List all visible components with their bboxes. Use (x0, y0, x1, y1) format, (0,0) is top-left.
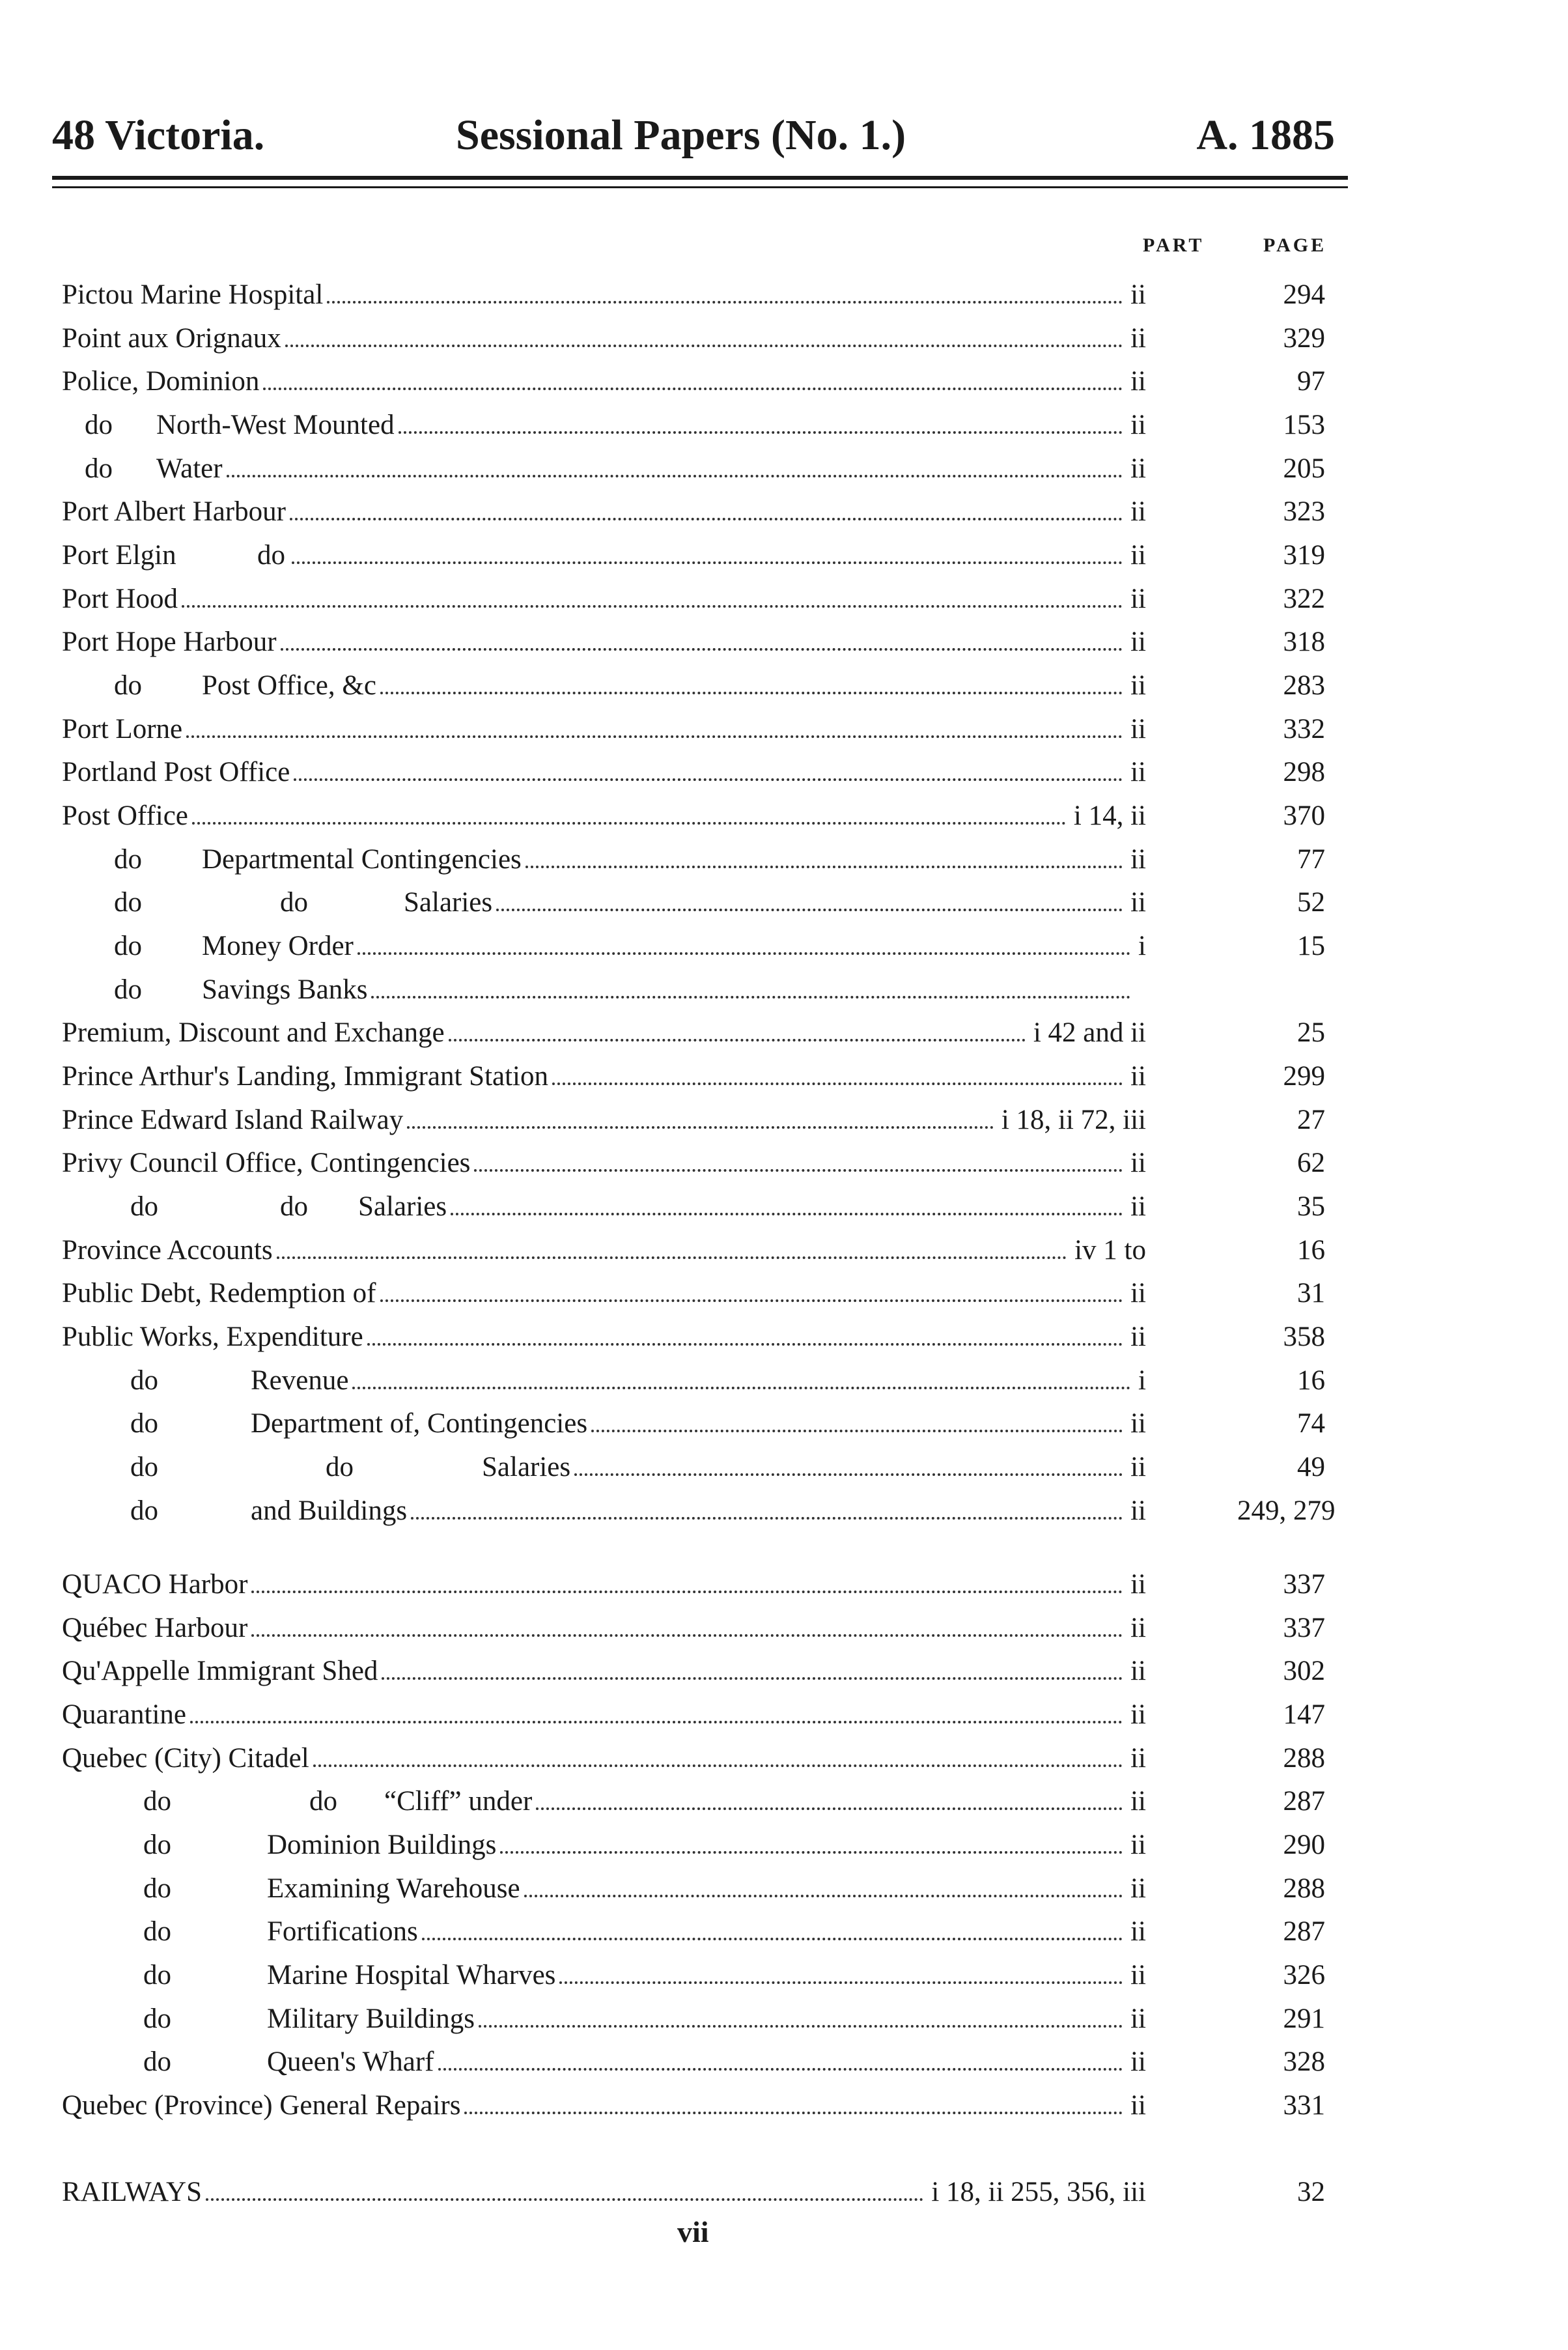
dot-leader (251, 1634, 1123, 1637)
index-entry (0, 1650, 1367, 1693)
entry-page: 52 (1297, 887, 1325, 918)
entry-label: Police, Dominion (62, 360, 263, 403)
ditto-mark: do (143, 1916, 171, 1947)
entry-part: ii (1125, 1867, 1146, 1910)
entry-page: 25 (1297, 1017, 1325, 1048)
entry-label: Departmental Contingencies (202, 838, 525, 881)
entry-label: Money Order (202, 925, 357, 968)
header-title: Sessional Papers (No. 1.) (456, 111, 906, 159)
dot-leader (263, 388, 1123, 390)
entry-part: i 14, ii (1069, 795, 1146, 838)
entry-label: Queen's Wharf (267, 2041, 438, 2084)
entry-part: ii (1125, 1316, 1146, 1359)
index-entry (0, 838, 1367, 881)
dot-leader (552, 1083, 1123, 1085)
ditto-mark: do (130, 1191, 158, 1222)
entry-part: ii (1125, 751, 1146, 794)
entry-page: 153 (1283, 410, 1325, 440)
entry-label: Revenue (251, 1359, 352, 1402)
ditto-mark: do (114, 931, 142, 961)
entry-label: Salaries (358, 1185, 451, 1228)
ditto-mark: do (130, 1365, 158, 1396)
entry-page: 147 (1283, 1699, 1325, 1730)
index-entry (0, 1910, 1367, 1953)
entry-part: iv 1 to (1069, 1229, 1146, 1272)
dot-leader (206, 2198, 923, 2201)
entry-label: Qu'Appelle Immigrant Shed (62, 1650, 382, 1693)
entry-label: Marine Hospital Wharves (267, 1954, 559, 1997)
dot-leader (524, 1895, 1123, 1897)
dot-leader (367, 1343, 1123, 1346)
dot-leader (496, 909, 1123, 911)
dot-leader (380, 1299, 1123, 1302)
index-entry (0, 2041, 1367, 2084)
page-number: vii (677, 2215, 709, 2248)
entry-part: ii (1125, 2041, 1146, 2084)
dot-leader (285, 345, 1123, 347)
dot-leader (251, 1591, 1123, 1593)
entry-part: ii (1125, 2084, 1146, 2127)
entry-label: Salaries (482, 1446, 574, 1489)
index-entry (0, 274, 1367, 317)
entry-part: ii (1125, 1142, 1146, 1185)
index-entry (0, 1780, 1367, 1823)
entry-part: ii (1125, 1490, 1146, 1533)
entry-label: Dominion Buildings (267, 1824, 500, 1867)
ditto-mark: do (257, 540, 285, 571)
index-entry (0, 621, 1367, 664)
dot-leader (474, 1169, 1123, 1172)
entry-page: 302 (1283, 1656, 1325, 1686)
entry-label: Port Albert Harbour (62, 490, 290, 533)
entry-label: and Buildings (251, 1490, 411, 1533)
entry-page: 337 (1283, 1569, 1325, 1600)
entry-page: 283 (1283, 670, 1325, 701)
index-entry (0, 1446, 1367, 1489)
index-entry (0, 404, 1367, 447)
entry-label: Quarantine (62, 1693, 190, 1736)
entry-page: 358 (1283, 1322, 1325, 1352)
entry-label: “Cliff” under (384, 1780, 536, 1823)
dot-leader (327, 301, 1123, 304)
index-entry (0, 1954, 1367, 1997)
dot-leader (559, 1981, 1123, 1984)
index-entry (0, 751, 1367, 794)
index-entry (0, 1693, 1367, 1736)
dot-leader (500, 1851, 1123, 1854)
entry-label: Water (156, 447, 227, 490)
ditto-mark: do (280, 1191, 308, 1222)
entry-page: 287 (1283, 1916, 1325, 1947)
entry-label: Point aux Orignaux (62, 317, 285, 360)
dot-leader (186, 735, 1123, 738)
entry-label: Salaries (404, 881, 496, 924)
index-entry (0, 925, 1367, 968)
entry-part: i 42 and ii (1028, 1012, 1146, 1055)
entry-label: Port Hope Harbour (62, 621, 281, 664)
ditto-mark: do (280, 887, 308, 918)
entry-page: 329 (1283, 323, 1325, 354)
entry-part: i (1133, 1359, 1146, 1402)
dot-leader (449, 1039, 1026, 1041)
dot-leader (357, 952, 1130, 955)
dot-leader (277, 1256, 1067, 1259)
entry-page: 318 (1283, 627, 1325, 657)
entry-label: Port Lorne (62, 708, 186, 751)
ditto-mark: do (130, 1408, 158, 1439)
ditto-mark: do (85, 453, 113, 484)
entry-part: ii (1125, 447, 1146, 490)
entry-label: Fortifications (267, 1910, 422, 1953)
entry-label: RAILWAYS (62, 2171, 206, 2214)
entry-part: ii (1125, 1910, 1146, 1953)
entry-page: 31 (1297, 1278, 1325, 1309)
entry-label: Public Debt, Redemption of (62, 1272, 380, 1315)
entry-page: 298 (1283, 757, 1325, 787)
entry-page: 35 (1297, 1191, 1325, 1222)
index-entry (0, 1012, 1367, 1055)
entry-part: ii (1125, 1693, 1146, 1736)
entry-part: ii (1125, 1650, 1146, 1693)
entry-page: 337 (1283, 1613, 1325, 1643)
entry-part: ii (1125, 317, 1146, 360)
dot-leader (464, 2112, 1123, 2114)
entry-page: 62 (1297, 1148, 1325, 1178)
entry-page: 370 (1283, 800, 1325, 831)
index-entry (0, 1737, 1367, 1780)
entry-part: ii (1125, 1824, 1146, 1867)
ditto-mark: do (114, 670, 142, 701)
dot-leader (281, 648, 1123, 651)
ditto-mark: do (326, 1452, 354, 1482)
index-entry (0, 1607, 1367, 1650)
dot-leader (371, 996, 1130, 998)
entry-page: 74 (1297, 1408, 1325, 1439)
entry-page: 32 (1297, 2177, 1325, 2207)
ditto-mark: do (143, 1830, 171, 1860)
index-entry (0, 1490, 1367, 1533)
index-entry (0, 578, 1367, 621)
entry-part: ii (1125, 881, 1146, 924)
entry-page: 319 (1283, 540, 1325, 571)
dot-leader (451, 1213, 1123, 1215)
ditto-mark: do (114, 887, 142, 918)
index-entry (0, 1099, 1367, 1142)
ditto-mark: do (143, 2003, 171, 2034)
entry-page: 97 (1297, 366, 1325, 397)
entry-label: Department of, Contingencies (251, 1402, 591, 1445)
index-entry (0, 1055, 1367, 1098)
entry-label: Portland Post Office (62, 751, 294, 794)
entry-page: 287 (1283, 1786, 1325, 1817)
entry-part: i 18, ii 72, iii (996, 1099, 1146, 1142)
index-entry (0, 2171, 1367, 2214)
entry-page: 27 (1297, 1105, 1325, 1135)
entry-part: ii (1125, 1780, 1146, 1823)
entry-label: Privy Council Office, Contingencies (62, 1142, 474, 1185)
entry-label: Quebec (City) Citadel (62, 1737, 313, 1780)
dot-leader (182, 605, 1123, 608)
column-heading-page: PAGE (1263, 234, 1327, 256)
entry-part: ii (1125, 621, 1146, 664)
entry-label: Examining Warehouse (267, 1867, 524, 1910)
ditto-mark: do (143, 1960, 171, 1990)
entry-part: ii (1125, 664, 1146, 707)
dot-leader (380, 692, 1123, 694)
entry-page: 332 (1283, 714, 1325, 744)
dot-leader (536, 1807, 1123, 1810)
dot-leader (479, 2025, 1123, 2028)
index-entry (0, 1316, 1367, 1359)
entry-page: 291 (1283, 2003, 1325, 2034)
index-entry (0, 534, 1367, 577)
index-entry (0, 1142, 1367, 1185)
entry-page: 15 (1297, 931, 1325, 961)
index-entry (0, 1402, 1367, 1445)
dot-leader (190, 1721, 1123, 1723)
dot-leader (313, 1764, 1123, 1767)
index-entry (0, 969, 1367, 1012)
entry-label: Post Office (62, 795, 192, 838)
index-entry (0, 360, 1367, 403)
dot-leader (227, 475, 1123, 477)
entry-part: ii (1125, 274, 1146, 317)
dot-leader (525, 866, 1123, 868)
index-entry (0, 708, 1367, 751)
column-heading-part: PART (1143, 234, 1205, 256)
entry-part: ii (1125, 1563, 1146, 1606)
entry-part: ii (1125, 1055, 1146, 1098)
ditto-mark: do (85, 410, 113, 440)
entry-part: i 18, ii 255, 356, iii (926, 2171, 1146, 2214)
index-entry (0, 1359, 1367, 1402)
entry-page: 326 (1283, 1960, 1325, 1990)
entry-part: ii (1125, 360, 1146, 403)
index-entry (0, 1867, 1367, 1910)
index-entry (0, 317, 1367, 360)
entry-label: Port Elgin (62, 534, 180, 577)
entry-label: Pictou Marine Hospital (62, 274, 327, 317)
dot-leader (591, 1430, 1123, 1432)
entry-part: ii (1125, 578, 1146, 621)
entry-part: ii (1125, 838, 1146, 881)
entry-page: 290 (1283, 1830, 1325, 1860)
dot-leader (422, 1938, 1123, 1940)
entry-label: North-West Mounted (156, 404, 399, 447)
index-entry (0, 664, 1367, 707)
entry-page: 16 (1297, 1365, 1325, 1396)
entry-label: Savings Banks (202, 969, 371, 1012)
index-entry (0, 881, 1367, 924)
entry-page: 49 (1297, 1452, 1325, 1482)
index-entry (0, 1563, 1367, 1606)
entry-label: Post Office, &c (202, 664, 380, 707)
entry-page: 294 (1283, 279, 1325, 310)
dot-leader (411, 1517, 1123, 1520)
entry-label: QUACO Harbor (62, 1563, 251, 1606)
entry-label: Québec Harbour (62, 1607, 251, 1650)
entry-page: 331 (1283, 2090, 1325, 2121)
index-entry (0, 2084, 1367, 2127)
header-year: A. 1885 (1196, 111, 1335, 159)
entry-part: i (1133, 925, 1146, 968)
entry-page: 328 (1283, 2046, 1325, 2077)
header-volume: 48 Victoria. (52, 111, 265, 159)
entry-label: Quebec (Province) General Repairs (62, 2084, 464, 2127)
entry-page: 323 (1283, 496, 1325, 527)
ditto-mark: do (130, 1495, 158, 1526)
entry-part: ii (1125, 534, 1146, 577)
entry-part: ii (1125, 1185, 1146, 1228)
entry-page: 322 (1283, 584, 1325, 614)
dot-leader (382, 1677, 1123, 1680)
ditto-mark: do (143, 1786, 171, 1817)
dot-leader (574, 1473, 1123, 1476)
dot-leader (294, 778, 1123, 781)
entry-part: ii (1125, 1998, 1146, 2041)
ditto-mark: do (114, 974, 142, 1005)
entry-label: Premium, Discount and Exchange (62, 1012, 449, 1055)
index-entry (0, 1185, 1367, 1228)
entry-part: ii (1125, 490, 1146, 533)
index-entry (0, 1229, 1367, 1272)
ditto-mark: do (143, 2046, 171, 2077)
ditto-mark: do (114, 844, 142, 875)
entry-page: 205 (1283, 453, 1325, 484)
entry-part: ii (1125, 1954, 1146, 1997)
entry-page: 77 (1297, 844, 1325, 875)
entry-page: 299 (1283, 1061, 1325, 1092)
index-entry (0, 1824, 1367, 1867)
entry-label: Military Buildings (267, 1998, 479, 2041)
entry-label: Public Works, Expenditure (62, 1316, 367, 1359)
entry-page: 288 (1283, 1873, 1325, 1904)
dot-leader (407, 1126, 994, 1129)
index-entry (0, 1272, 1367, 1315)
entry-part: ii (1125, 1402, 1146, 1445)
entry-part: ii (1125, 1607, 1146, 1650)
index-entry (0, 1998, 1367, 2041)
dot-leader (399, 431, 1123, 434)
dot-leader (438, 2068, 1123, 2071)
index-entry (0, 795, 1367, 838)
entry-label: Prince Edward Island Railway (62, 1099, 407, 1142)
entry-part: ii (1125, 404, 1146, 447)
dot-leader (290, 518, 1123, 520)
ditto-mark: do (130, 1452, 158, 1482)
index-entry (0, 490, 1367, 533)
ditto-mark: do (143, 1873, 171, 1904)
dot-leader (352, 1387, 1130, 1389)
entry-part: ii (1125, 1272, 1146, 1315)
entry-page: 288 (1283, 1743, 1325, 1774)
entry-page: 249, 279 (1237, 1495, 1336, 1526)
ditto-mark: do (309, 1786, 337, 1817)
entry-label: Port Hood (62, 578, 182, 621)
entry-page: 16 (1297, 1235, 1325, 1266)
dot-leader (292, 561, 1123, 564)
entry-label: Province Accounts (62, 1229, 277, 1272)
entry-part: ii (1125, 1737, 1146, 1780)
entry-label: Prince Arthur's Landing, Immigrant Station (62, 1055, 552, 1098)
entry-part: ii (1125, 708, 1146, 751)
index-entry (0, 447, 1367, 490)
dot-leader (192, 822, 1066, 825)
entry-part: ii (1125, 1446, 1146, 1489)
